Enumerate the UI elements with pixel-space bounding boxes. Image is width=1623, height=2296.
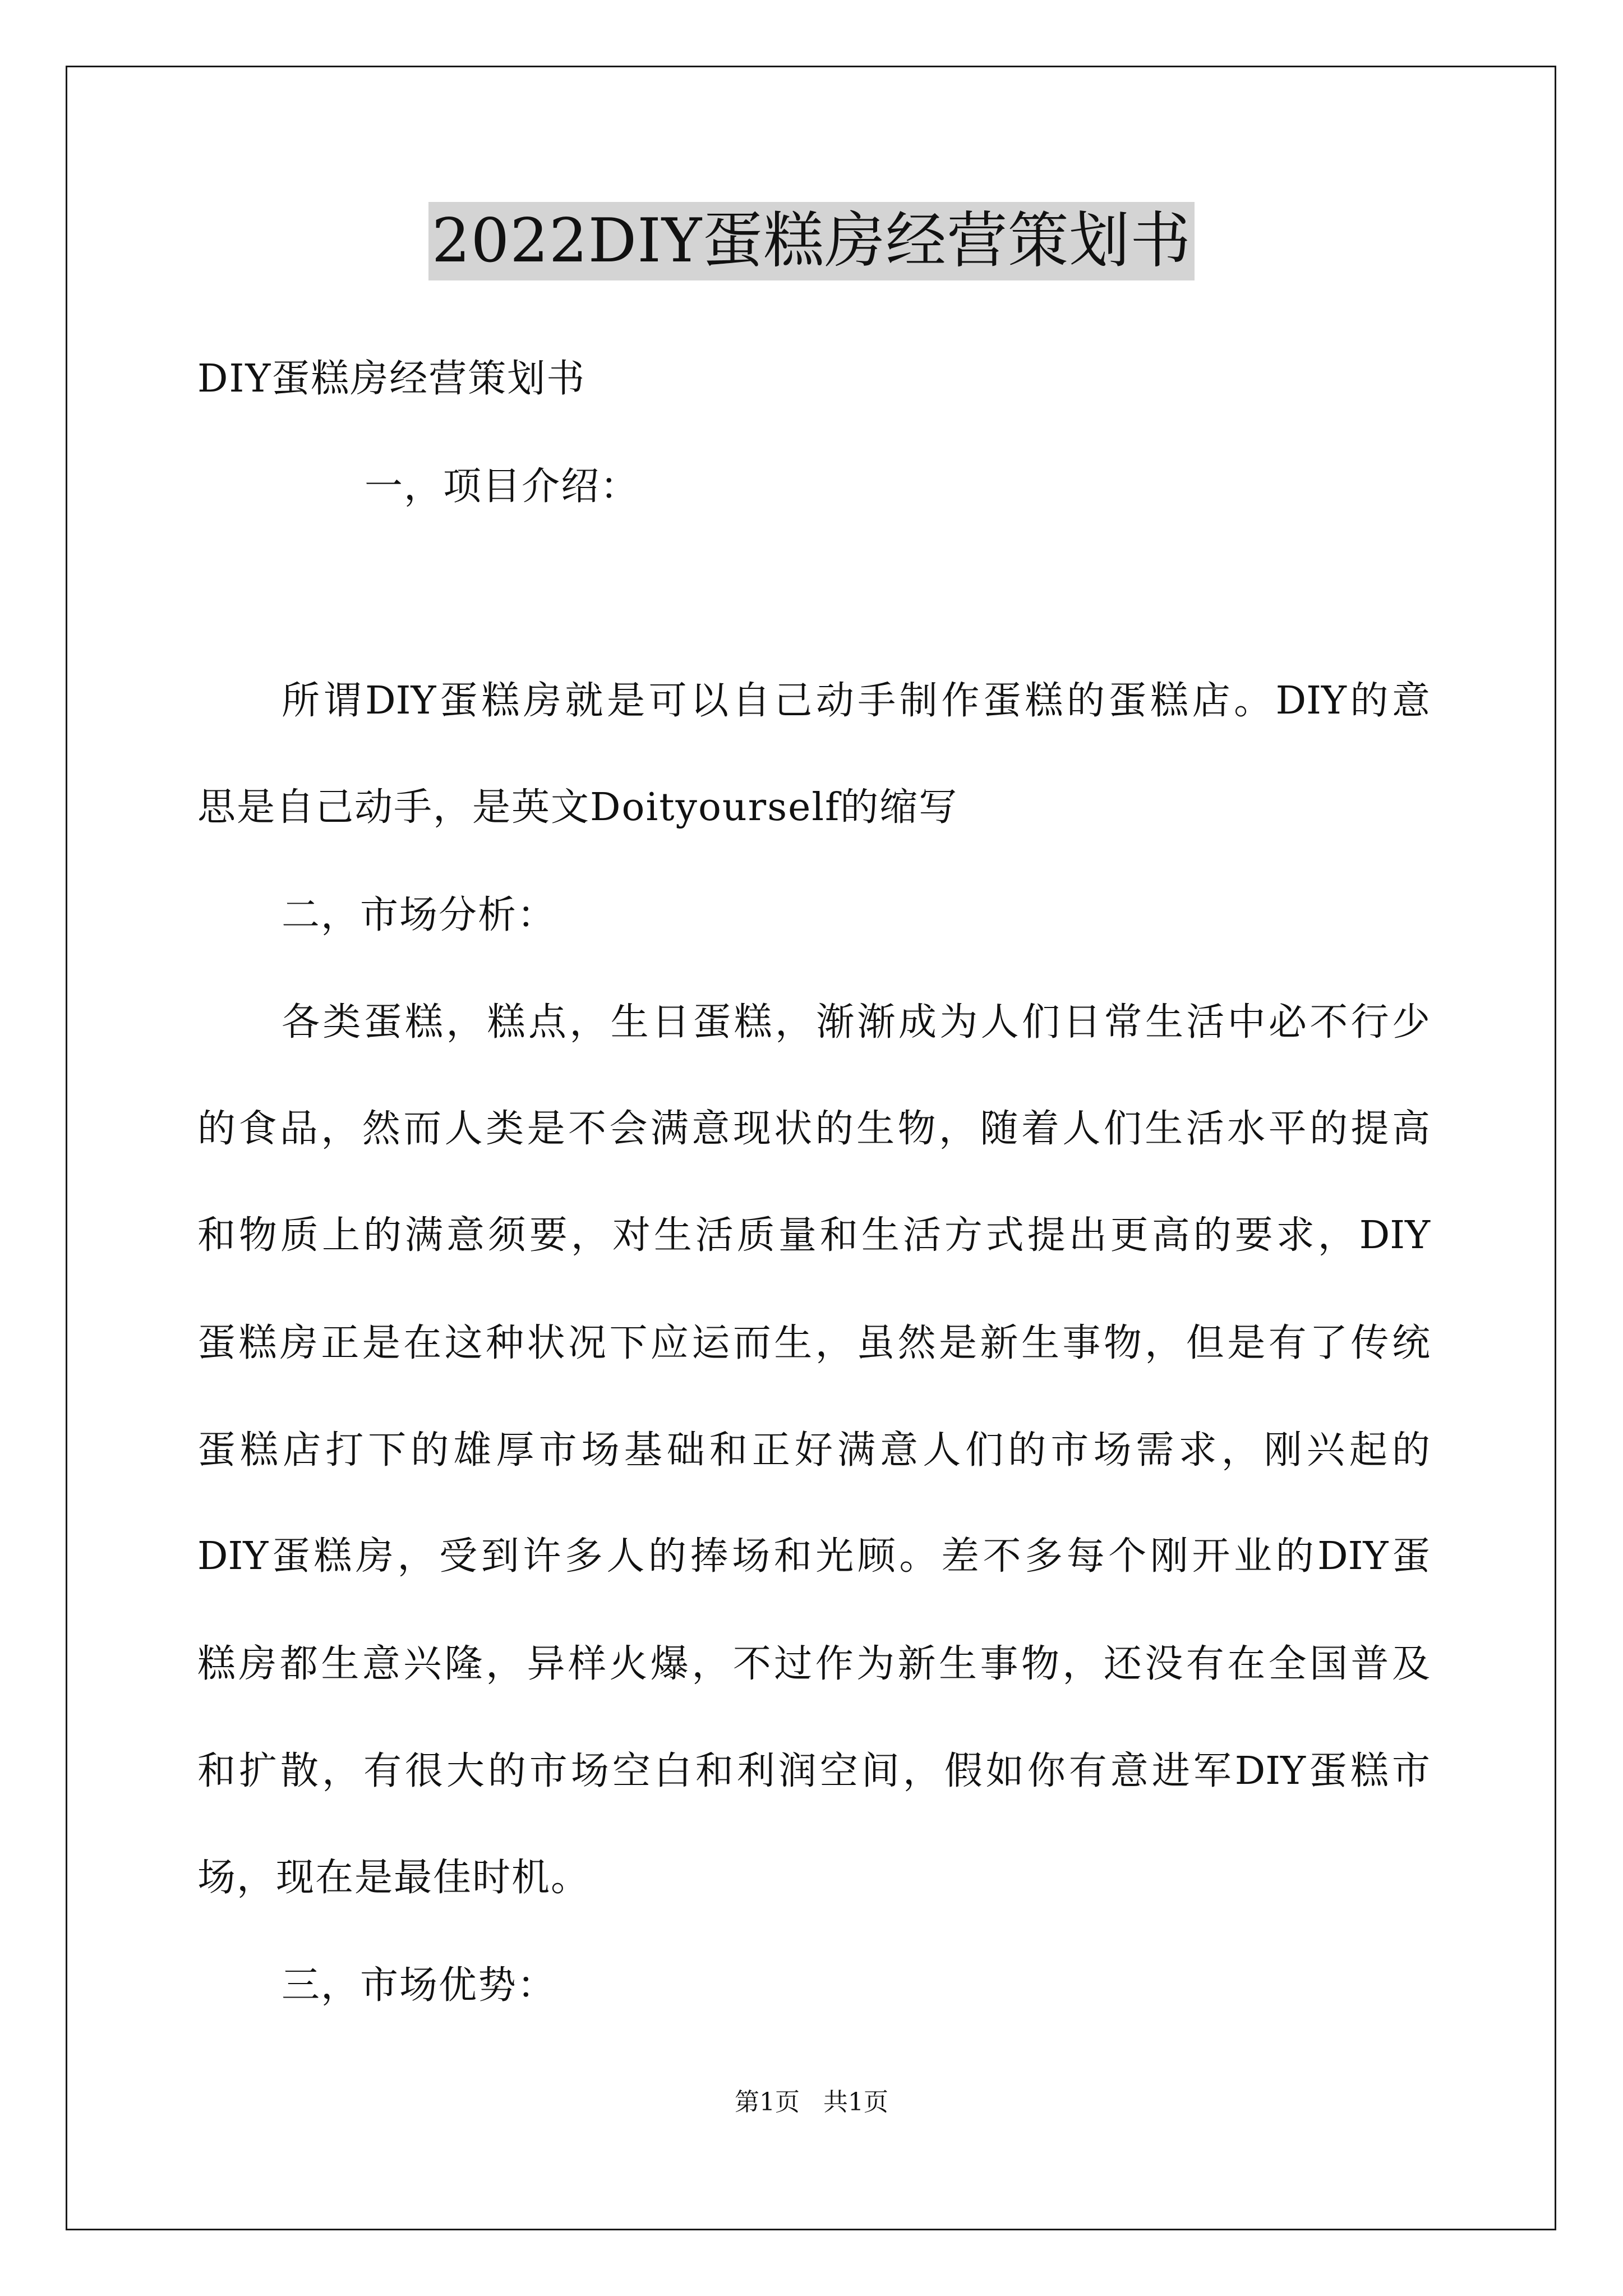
paragraph-line: DIY蛋糕房，受到许多人的捧场和光顾。差不多每个刚开业的DIY蛋 xyxy=(197,1534,1430,1579)
page-footer: 第1页 共1页 xyxy=(735,2088,888,2116)
paragraph-line: 糕房都生意兴隆，异样火爆，不过作为新生事物，还没有在全国普及 xyxy=(197,1642,1430,1686)
paragraph-line: 各类蛋糕，糕点，生日蛋糕，渐渐成为人们日常生活中必不行少 xyxy=(282,1000,1430,1045)
paragraph-line: 的食品，然而人类是不会满意现状的生物，随着人们生活水平的提高 xyxy=(197,1107,1430,1151)
paragraph-line: 蛋糕房正是在这种状况下应运而生，虽然是新生事物，但是有了传统 xyxy=(197,1321,1430,1365)
section-heading-market-analysis: 二，市场分析： xyxy=(282,893,557,937)
document-title: 2022DIY蛋糕房经营策划书 xyxy=(428,202,1195,280)
section-heading-market-advantages: 三，市场优势： xyxy=(282,1963,557,2008)
document-subtitle: DIY蛋糕房经营策划书 xyxy=(197,357,586,401)
paragraph-line: 思是自己动手，是英文Doityourself的缩写 xyxy=(197,785,958,830)
paragraph-line: 蛋糕店打下的雄厚市场基础和正好满意人们的市场需求，刚兴起的 xyxy=(197,1428,1430,1473)
paragraph-line: 场，现在是最佳时机。 xyxy=(197,1856,591,1900)
paragraph-line: 所谓DIY蛋糕房就是可以自己动手制作蛋糕的蛋糕店。DIY的意 xyxy=(282,679,1430,723)
paragraph-line: 和物质上的满意须要，对生活质量和生活方式提出更高的要求，DIY xyxy=(197,1213,1430,1258)
paragraph-line: 和扩散，有很大的市场空白和利润空间，假如你有意进军DIY蛋糕市 xyxy=(197,1749,1430,1793)
title-container xyxy=(0,202,1623,280)
section-heading-project-intro: 一，项目介绍： xyxy=(365,464,640,509)
